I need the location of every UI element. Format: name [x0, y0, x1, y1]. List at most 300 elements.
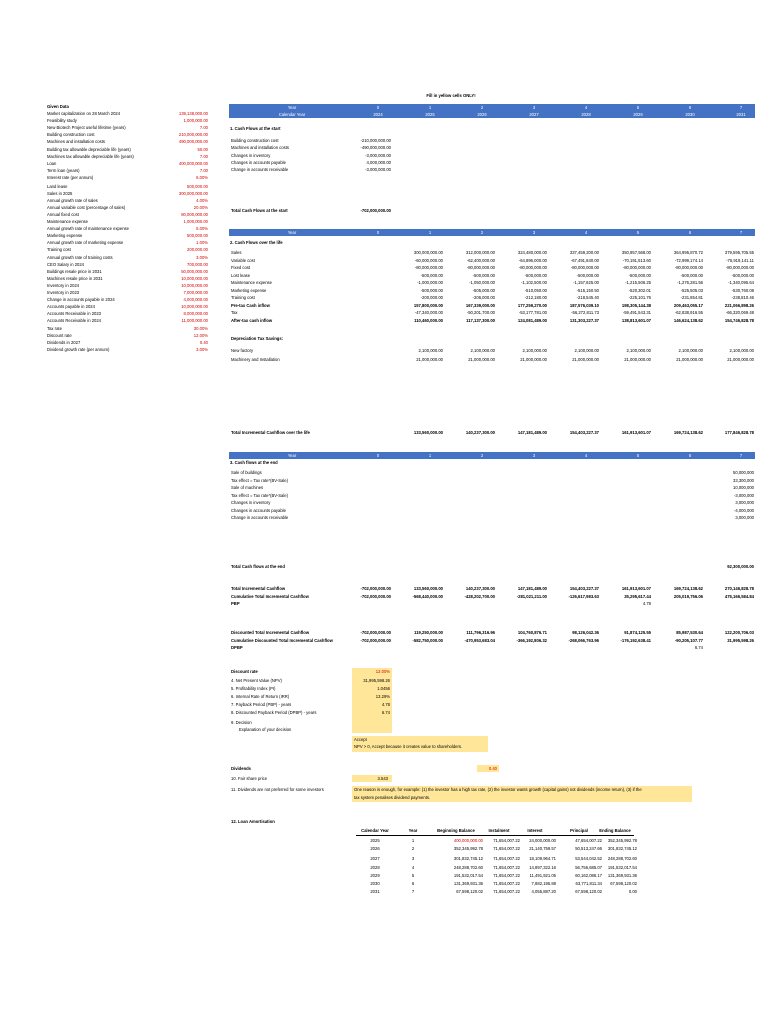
- given-label: Accounts payable in 2024: [47, 304, 95, 310]
- section-title: 3. Cash flows at the end: [230, 460, 278, 465]
- given-value[interactable]: 4.00%: [196, 197, 208, 203]
- given-value[interactable]: 50,000,000.00: [181, 268, 208, 274]
- disc-value: -268,066,763.96: [568, 637, 599, 643]
- calendar-year: 2025: [425, 112, 435, 117]
- given-label: Land lease: [47, 183, 68, 189]
- s2-label: Sales: [231, 250, 242, 255]
- disc-value: 119,250,000.00: [414, 630, 443, 635]
- given-value[interactable]: 500,000.00: [187, 233, 208, 239]
- loan-cell: 248,288,702.60: [453, 864, 483, 870]
- loan-header: Instalment: [488, 828, 510, 833]
- given-value[interactable]: 400,000,000.00: [178, 160, 208, 166]
- loan-cell: 3: [411, 856, 415, 862]
- given-value[interactable]: 5.00%: [196, 226, 208, 232]
- pbp-value: 4.78: [642, 601, 651, 606]
- s3-value: 33,300,000: [733, 477, 754, 483]
- summary-value: 270,146,828.78: [724, 586, 754, 591]
- s2-value: -67,491,840.00: [570, 257, 599, 263]
- s2-label: Lost lease: [231, 272, 251, 278]
- given-value[interactable]: 139,138,000.00: [178, 111, 208, 116]
- given-label: Loan: [47, 160, 57, 166]
- dep-value: 2,100,000.00: [522, 348, 547, 353]
- reason-text[interactable]: tax system penalises dividend payments.: [354, 795, 431, 800]
- dividend-value[interactable]: 0.40: [488, 766, 497, 771]
- s2-value: -510,050.00: [524, 287, 547, 293]
- loan-cell: 2030: [370, 881, 380, 886]
- section-title: 1. Cash Flows at the start: [230, 126, 281, 131]
- disc-value: -470,953,683.04: [464, 637, 495, 643]
- reason-text[interactable]: One reason is enough, for example: (1) the investor has a high tax rate, (2) the investor wants growth (capital gains) not dividends (income return), (3) if the: [354, 787, 642, 792]
- summary-value: 154,403,227.37: [569, 586, 599, 591]
- metric-label: 9. Decision: [231, 720, 252, 725]
- given-value[interactable]: 3.00%: [196, 346, 208, 352]
- s2-value: -500,000.00: [420, 272, 443, 278]
- loan-cell: 71,654,007.22: [493, 881, 520, 886]
- s2-value: -500,000.00: [731, 272, 754, 278]
- calendar-year: 2027: [529, 112, 539, 117]
- s2-value: -200,000.00: [420, 295, 443, 300]
- given-value[interactable]: 500,000.00: [187, 183, 208, 189]
- year-number: 4: [584, 105, 588, 110]
- s2-value: -500,000.00: [524, 272, 547, 278]
- summary-value: 205,019,756.06: [673, 593, 703, 599]
- s2-value: 110,460,000.00: [414, 317, 443, 323]
- year-label: Year: [287, 230, 297, 235]
- disc-value: 31,995,598.26: [727, 637, 754, 643]
- year-number: 0: [376, 453, 380, 458]
- pbp-label: PBP: [231, 601, 240, 606]
- s2-value: -212,180.00: [524, 295, 547, 300]
- given-label: Annual variable cost (percentage of sales): [47, 204, 126, 210]
- disc-value: 104,760,876.71: [517, 630, 547, 635]
- metric-value[interactable]: 6.74: [381, 710, 390, 715]
- summary-value: 475,166,584.84: [724, 593, 754, 599]
- s2-value: -60,000,000.00: [414, 257, 443, 263]
- summary-value: 161,913,601.07: [621, 586, 651, 591]
- s2-value: -50,201,700.00: [466, 310, 495, 315]
- fair-price-value[interactable]: 3.543: [377, 776, 388, 781]
- loan-title: 12. Loan Amortisation: [231, 819, 275, 824]
- s1-value: -3,000,000.00: [365, 167, 391, 173]
- s2-value: 177,259,270.00: [517, 302, 547, 308]
- loan-cell: 2029: [370, 872, 380, 878]
- disc-value: 111,796,316.96: [466, 630, 495, 635]
- summary-value: -702,000,000.00: [360, 593, 391, 599]
- metric-value[interactable]: 12.00%: [375, 669, 390, 674]
- s2-label: Pre-tax Cash inflow: [231, 302, 270, 308]
- s2-value: -500,000.00: [628, 272, 651, 278]
- s2-value: -500,000.00: [420, 287, 443, 293]
- given-label: Annual growth rate of sales: [47, 197, 98, 203]
- loan-cell: 4,055,887.20: [531, 889, 556, 895]
- dividends-title: Dividends: [231, 766, 252, 771]
- s2-label: Variable cost: [231, 257, 255, 263]
- s2-value: 364,995,870.72: [673, 250, 703, 255]
- s1-value: -3,000,000.00: [365, 152, 391, 158]
- metric-label: 5. Profitability Index (PI): [231, 686, 276, 691]
- s2-total: 161,913,601.07: [621, 430, 651, 435]
- s2-total: 133,560,000.00: [413, 430, 443, 435]
- s2-value: -525,505.03: [680, 287, 703, 293]
- year-label: Year: [287, 453, 297, 458]
- calendar-year: 2029: [633, 112, 643, 117]
- metric-label: 8. Discounted Payback Period (DPBP) - years: [231, 710, 317, 715]
- year-label: Year: [287, 105, 297, 110]
- loan-cell: 2025: [370, 838, 380, 843]
- s3-total-label: Total Cash flows at the end: [231, 564, 285, 569]
- s2-value: -530,760.08: [731, 287, 754, 293]
- disc-value: -702,000,000.00: [360, 630, 391, 635]
- s2-value: -80,000,000.00: [518, 265, 547, 270]
- summary-value: -702,000,000.00: [360, 586, 391, 591]
- given-value[interactable]: 80,000,000.00: [181, 211, 208, 217]
- year-number: 1: [428, 453, 432, 458]
- given-label: Maintenance expense: [47, 219, 88, 224]
- given-label: Discount rate: [47, 332, 72, 338]
- given-value[interactable]: 1.00%: [196, 240, 208, 246]
- disc-value: -366,192,806.32: [516, 637, 547, 643]
- loan-cell: 352,345,992.78: [453, 846, 483, 852]
- year-number: 3: [532, 105, 536, 110]
- year-number: 4: [584, 230, 588, 235]
- given-value[interactable]: 4,000,000.00: [183, 297, 208, 303]
- summary-value: -428,202,700.00: [464, 593, 495, 599]
- loan-cell: 131,369,931.36: [453, 881, 483, 886]
- loan-header: Calendar Year: [361, 828, 389, 833]
- s2-value: 209,463,055.17: [673, 302, 703, 308]
- s1-label: Machines and installation costs: [231, 145, 289, 151]
- given-label: Training cost: [47, 247, 71, 253]
- s2-total: 140,237,300.00: [465, 430, 495, 435]
- s2-label: Training cost: [231, 295, 255, 300]
- s2-value: 198,305,144.38: [621, 302, 651, 308]
- year-number: 1: [428, 230, 432, 235]
- year-number: 3: [532, 230, 536, 235]
- loan-cell: 71,654,007.22: [493, 889, 520, 895]
- disc-value: 98,126,042.36: [572, 630, 599, 635]
- metric-value[interactable]: 31,995,598.26: [363, 678, 390, 683]
- loan-cell: 248,288,702.60: [607, 856, 637, 862]
- s2-value: 337,459,200.00: [569, 250, 599, 255]
- loan-cell: 67,598,120.02: [610, 881, 637, 886]
- s2-total: 169,724,138.62: [673, 430, 703, 435]
- given-label: Annual growth rate of maintenance expense: [47, 226, 129, 232]
- given-label: CEO Salary in 2024: [47, 261, 85, 267]
- loan-cell: 7,882,195.88: [531, 881, 556, 886]
- year-number: 4: [584, 453, 588, 458]
- s2-value: -1,340,095.64: [728, 280, 754, 285]
- s2-value: -80,000,000.00: [622, 265, 651, 270]
- reason-label: 11. Dividends are not preferred for some investors: [231, 787, 324, 792]
- given-value[interactable]: 7.00: [199, 167, 208, 173]
- given-label: Interest rate (per annum): [47, 174, 94, 180]
- summary-label: Cumulative Total Incremental Cashflow: [231, 593, 309, 599]
- given-label: Accounts Receivable in 2024: [47, 318, 102, 324]
- disc-value: -176,192,638.41: [620, 637, 651, 643]
- metric-label: 4. Net Present Value (NPV): [231, 678, 282, 683]
- s2-value: 300,000,000.00: [413, 250, 443, 255]
- dep-value: 2,100,000.00: [470, 348, 495, 353]
- dpbp-value: 6.74: [694, 645, 703, 650]
- loan-cell: 47,654,007.22: [575, 838, 602, 843]
- summary-value: 140,237,300.00: [465, 586, 495, 591]
- given-value[interactable]: 8,000,000.00: [183, 311, 208, 317]
- loan-cell: 63,771,811.34: [575, 881, 602, 886]
- s3-value: 50,000,000: [733, 470, 754, 475]
- s2-label: Maintenance expense: [231, 280, 272, 285]
- s2-value: -231,854.81: [680, 295, 703, 300]
- metric-value[interactable]: 13.29%: [375, 694, 390, 699]
- given-label: Tax rate: [47, 325, 62, 331]
- dep-value: 2,100,000.00: [729, 348, 754, 353]
- year-number: 6: [688, 230, 692, 235]
- calendar-year: 2026: [477, 112, 487, 117]
- given-label: Marketing expense: [47, 233, 83, 239]
- given-value[interactable]: 7.00: [199, 153, 208, 159]
- loan-cell: 71,654,007.22: [493, 872, 520, 878]
- dep-label: Machinery and Installation: [231, 357, 280, 362]
- loan-cell: 67,598,120.02: [575, 889, 602, 895]
- calendar-year: 2024: [373, 112, 383, 117]
- loan-cell: 53,544,042.52: [575, 856, 602, 862]
- s3-label: Tax effect = Tax rate*(BV-Sale): [231, 492, 288, 498]
- metric-label: 6. Internal Rate of Return (IRR): [231, 694, 290, 699]
- given-value[interactable]: 7.00: [199, 125, 208, 131]
- given-label: Machines and installation costs: [47, 139, 105, 145]
- metric-value[interactable]: 1.0456: [377, 686, 390, 691]
- s3-label: Change in accounts receivable: [231, 515, 289, 520]
- s2-value: 324,480,000.00: [517, 250, 547, 255]
- s2-value: 124,081,489.00: [517, 317, 547, 323]
- s3-value: 10,000,000: [733, 485, 754, 490]
- calendar-year: 2031: [736, 112, 746, 117]
- s1-label: Building construction cost: [231, 138, 279, 143]
- given-label: Change in accounts payable in 2024: [47, 297, 115, 303]
- year-number: 7: [739, 453, 743, 458]
- loan-cell: 131,369,931.36: [607, 872, 637, 878]
- decision-explanation[interactable]: NPV > 0, Accept because it creates value to shareholders.: [354, 744, 463, 749]
- loan-header: Year: [408, 828, 418, 833]
- s2-value: 379,595,705.55: [724, 250, 754, 255]
- s2-label: Fixed cost: [231, 265, 251, 270]
- s2-value: -505,000.00: [472, 287, 495, 293]
- s1-total: -702,000,000.00: [360, 208, 391, 213]
- s2-value: -515,150.50: [576, 287, 599, 293]
- s2-total: 177,846,828.78: [724, 430, 754, 435]
- loan-cell: 0.00: [628, 889, 637, 895]
- s2-value: -1,276,281.56: [677, 280, 703, 285]
- given-value[interactable]: 0.40: [199, 339, 208, 345]
- dep-value: 21,000,000.00: [416, 357, 443, 362]
- s2-value: -70,191,513.60: [622, 257, 651, 263]
- s3-value: -4,000,000: [733, 507, 754, 513]
- s2-value: 131,303,227.37: [569, 317, 599, 323]
- s2-value: -64,896,000.00: [518, 257, 547, 263]
- s2-value: -72,999,174.14: [674, 257, 703, 263]
- s2-total-label: Total Incremental Cashflow over the life: [231, 430, 310, 435]
- given-value[interactable]: 10,000,000.00: [181, 275, 208, 281]
- dep-value: 21,000,000.00: [676, 357, 703, 362]
- s1-label: Changes in accounts payable: [231, 159, 286, 165]
- s2-value: 312,000,000.00: [465, 250, 495, 255]
- given-value[interactable]: 490,000,000.00: [178, 139, 208, 145]
- given-label: Buildings resale price in 2031: [47, 268, 102, 274]
- s2-value: -1,157,625.00: [573, 280, 599, 285]
- loan-cell: 18,109,964.71: [529, 856, 556, 862]
- given-label: Accounts Receivable in 2023: [47, 311, 102, 317]
- dep-value: 21,000,000.00: [520, 357, 547, 362]
- given-value[interactable]: 10,000,000.00: [181, 282, 208, 288]
- year-number: 5: [636, 230, 640, 235]
- loan-cell: 301,832,745.12: [453, 856, 483, 862]
- given-label: Annual growth rate of marketing expense: [47, 240, 124, 246]
- s2-value: 350,957,568.00: [621, 250, 651, 255]
- given-label: Machines tax allowable depreciable life (years): [47, 153, 134, 159]
- given-value[interactable]: 30.00%: [193, 325, 208, 331]
- s2-value: -238,810.46: [731, 295, 754, 300]
- s2-label: Marketing expense: [231, 287, 267, 293]
- year-number: 0: [376, 230, 380, 235]
- given-value[interactable]: 12.00%: [193, 332, 208, 338]
- given-label: New Biotech Project useful lifetime (years): [47, 125, 126, 131]
- given-label: Annual fixed cost: [47, 211, 79, 217]
- s2-total: 154,403,227.37: [569, 430, 599, 435]
- disc-value: 122,200,706.03: [724, 630, 754, 635]
- loan-cell: 301,832,745.12: [607, 846, 637, 852]
- s1-value: -210,000,000.00: [360, 138, 391, 143]
- s2-value: -62,838,916.55: [674, 310, 703, 315]
- loan-cell: 2031: [370, 889, 380, 895]
- s2-value: -1,102,500.00: [521, 280, 547, 285]
- s2-value: -59,491,543.31: [622, 310, 651, 315]
- loan-header: Principal: [570, 828, 588, 833]
- s2-value: -66,320,069.48: [725, 310, 754, 315]
- disc-value: -702,000,000.00: [360, 637, 391, 643]
- dpbp-label: DPBP: [231, 645, 243, 650]
- calendar-year: 2028: [581, 112, 591, 117]
- summary-label: Total Incremental Cashflow: [231, 586, 286, 591]
- given-value[interactable]: 7,000,000.00: [183, 290, 208, 295]
- given-value[interactable]: 11,000,000.00: [181, 318, 208, 324]
- loan-cell: 4: [411, 864, 415, 870]
- given-label: Feasibility study: [47, 118, 77, 124]
- summary-value: -568,440,000.00: [412, 593, 443, 599]
- s1-value: 4,000,000.00: [366, 159, 391, 165]
- fill-note: Fill in yellow cells ONLY!: [426, 93, 476, 98]
- given-label: Inventory in 2023: [47, 290, 80, 295]
- s2-value: -80,000,000.00: [466, 265, 495, 270]
- s2-value: -1,215,506.25: [625, 280, 651, 285]
- s2-value: 154,746,828.78: [724, 317, 754, 323]
- loan-header-rule: [356, 835, 634, 836]
- loan-cell: 21,140,759.57: [529, 846, 556, 852]
- calendar-year-label: Calendar Year: [278, 112, 306, 117]
- loan-cell: 400,000,000.00: [453, 838, 483, 843]
- fair-price-label: 10. Fair share price: [231, 776, 268, 781]
- given-value[interactable]: 3.00%: [196, 254, 208, 260]
- loan-cell: 2026: [370, 846, 380, 852]
- loan-cell: 24,000,000.00: [529, 838, 556, 843]
- disc-value: -90,205,107.77: [674, 637, 703, 643]
- decision-value[interactable]: Accept: [354, 737, 367, 742]
- given-value[interactable]: 300,000,000.00: [178, 190, 208, 196]
- dep-value: 21,000,000.00: [624, 357, 651, 362]
- disc-value: 85,987,530.64: [676, 630, 703, 635]
- loan-cell: 7: [411, 889, 415, 895]
- loan-cell: 71,654,007.22: [493, 864, 520, 870]
- year-number: 6: [688, 453, 692, 458]
- s2-value: 167,339,000.00: [465, 302, 495, 308]
- loan-cell: 6: [411, 881, 415, 886]
- s2-value: -500,000.00: [680, 272, 703, 278]
- given-label: Market capitalization on 28 March 2024: [47, 111, 121, 116]
- year-number: 5: [636, 105, 640, 110]
- loan-header: Ending Balance: [599, 828, 631, 833]
- depreciation-title: Depreciation Tax Savings:: [231, 336, 284, 341]
- given-value[interactable]: 50.00: [197, 146, 208, 152]
- s2-value: -225,101.76: [628, 295, 651, 300]
- dep-value: 21,000,000.00: [572, 357, 599, 362]
- loan-cell: 352,345,992.78: [607, 838, 637, 843]
- given-value[interactable]: 20.00%: [193, 204, 208, 210]
- metric-value[interactable]: 4.78: [381, 702, 390, 707]
- metric-label: 7. Payback Period (PBP) - years: [231, 702, 292, 707]
- year-number: 2: [480, 105, 484, 110]
- dep-value: 21,000,000.00: [468, 357, 495, 362]
- s3-total: 92,300,000.00: [727, 564, 754, 569]
- s2-total: 147,181,489.00: [517, 430, 547, 435]
- given-value[interactable]: 1,000,000.00: [183, 219, 208, 224]
- section-title: 2. Cash Flows over the life: [230, 240, 283, 245]
- loan-cell: 11,491,921.05: [529, 872, 556, 878]
- summary-value: -126,617,983.63: [568, 593, 599, 599]
- loan-cell: 2028: [370, 864, 380, 870]
- disc-label: Discounted Total Incremental Cashflow: [231, 630, 310, 635]
- year-number: 3: [532, 453, 536, 458]
- s2-value: 157,800,000.00: [413, 302, 443, 308]
- year-number: 2: [480, 230, 484, 235]
- s2-value: 117,137,300.00: [466, 317, 495, 323]
- s1-label: Changes in inventory: [231, 152, 271, 158]
- s2-value: -1,050,000.00: [469, 280, 495, 285]
- s2-value: -1,000,000.00: [417, 280, 443, 285]
- s2-label: After-tax cash inflow: [231, 317, 273, 323]
- loan-cell: 191,532,017.54: [607, 864, 637, 870]
- s3-label: Tax effect = Tax rate*(BV-Sale): [231, 477, 288, 483]
- summary-value: 169,724,138.62: [673, 586, 703, 591]
- given-value[interactable]: 210,000,000.00: [178, 132, 208, 138]
- s2-value: -520,302.01: [628, 287, 651, 293]
- dep-value: 21,000,000.00: [727, 357, 754, 362]
- metric-label: Discount rate: [231, 669, 258, 674]
- disc-value: 91,874,125.55: [624, 630, 651, 635]
- given-value[interactable]: 10,000,000.00: [181, 304, 208, 310]
- given-value[interactable]: 1,000,000.00: [183, 118, 208, 124]
- given-label: Dividend growth rate (per annum): [47, 346, 110, 352]
- given-value[interactable]: 6.00%: [196, 174, 208, 180]
- given-label: Annual growth rate of training costs: [47, 254, 113, 260]
- s2-value: 138,813,601.07: [621, 317, 651, 323]
- s3-label: Sale of machines: [231, 485, 264, 490]
- given-value[interactable]: 700,000.00: [187, 261, 208, 267]
- given-label: Term loan (years): [47, 167, 80, 173]
- s2-value: -47,340,000.00: [414, 310, 443, 315]
- s3-label: Changes in inventory: [231, 500, 271, 505]
- given-value[interactable]: 200,000.00: [187, 247, 208, 253]
- year-number: 5: [636, 453, 640, 458]
- given-data-title: Given Data: [47, 104, 69, 109]
- given-label: Sales in 2025: [47, 190, 73, 196]
